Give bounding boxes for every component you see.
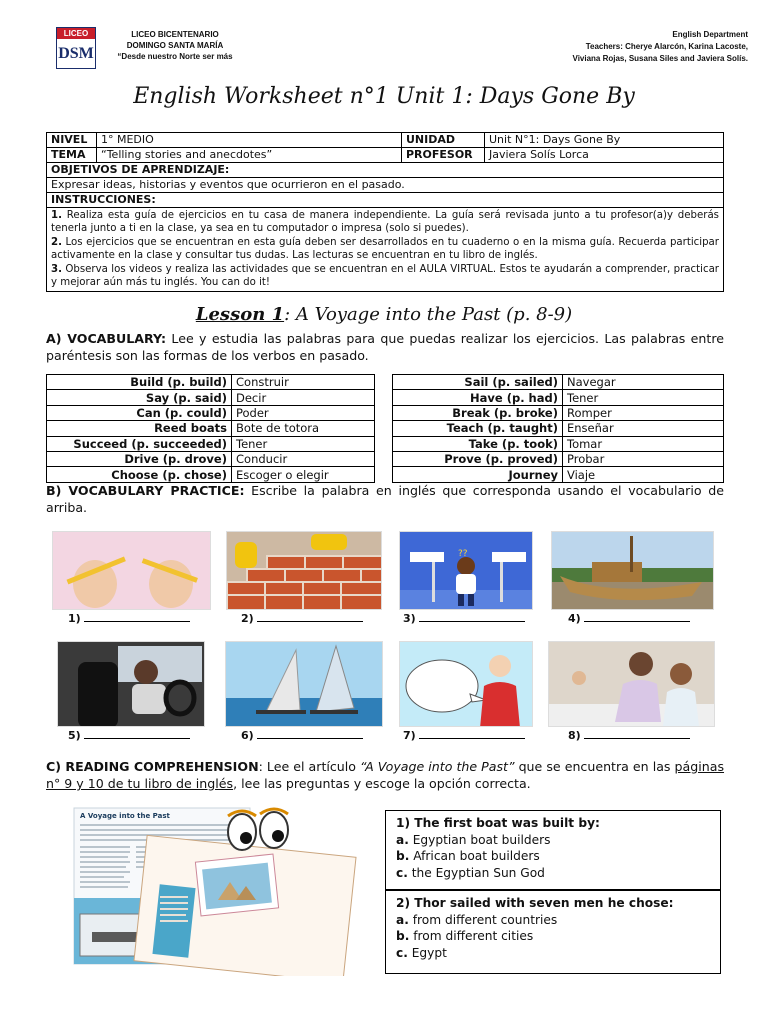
instruction-3-text: Observa los videos y realiza las actividades que se encuentran en el AULA VIRTUAL. Estos te ayudarán a comprender, practicar y mejorar aún más tu inglés. You can do it!: [51, 263, 719, 289]
picture-caption-3: [403, 612, 525, 625]
objectives-label: OBJETIVOS DE APRENDIZAJE:: [51, 163, 230, 176]
answer-line-5[interactable]: [84, 730, 190, 739]
unidad-value: Unit N°1: Days Gone By: [489, 133, 621, 146]
objectives-block: [47, 163, 723, 178]
answer-line-3[interactable]: [419, 613, 525, 622]
vocab-spanish: Tener: [232, 436, 375, 451]
lesson-title: [0, 304, 768, 325]
option-text: Egypt: [407, 945, 447, 960]
table-row: [47, 467, 375, 482]
vocab-english: Drive (p. drove): [47, 451, 232, 466]
option-letter: c.: [396, 945, 408, 960]
section-c-reading: [46, 758, 724, 792]
option-letter: b.: [396, 849, 410, 863]
section-a-vocabulary: [46, 330, 724, 364]
picture-caption-2: [241, 612, 363, 625]
vocab-english: Reed boats: [47, 421, 232, 436]
logo-band: LICEO: [57, 28, 95, 39]
article-image-title: A Voyage into the Past: [80, 812, 170, 820]
tema-label: TEMA: [47, 148, 97, 162]
picture-caption-7: [403, 729, 525, 742]
option-letter: a.: [396, 912, 409, 927]
option-2a[interactable]: [396, 912, 710, 929]
option-1b[interactable]: [396, 848, 710, 865]
vocab-english: Have (p. had): [393, 390, 563, 405]
section-b-heading: B) VOCABULARY PRACTICE:: [46, 483, 245, 498]
option-text: African boat builders: [409, 849, 540, 863]
vocab-english: Prove (p. proved): [393, 451, 563, 466]
table-row: [47, 436, 375, 451]
option-letter: a.: [396, 832, 409, 847]
vocab-english: Choose (p. chose): [47, 467, 232, 482]
school-name-line1: LICEO BICENTENARIO: [131, 30, 219, 39]
caption-number: 7): [403, 729, 416, 742]
vocab-english: Say (p. said): [47, 390, 232, 405]
school-header: [100, 29, 250, 62]
answer-line-7[interactable]: [419, 730, 525, 739]
picture-driving: [57, 641, 205, 727]
table-row: [47, 451, 375, 466]
vocab-english: Build (p. build): [47, 375, 232, 390]
vocab-english: Take (p. took): [393, 436, 563, 451]
option-text: Egyptian boat builders: [408, 832, 551, 847]
department-header: [478, 29, 748, 65]
caption-number: 5): [68, 729, 81, 742]
worksheet-title: English Worksheet n°1 Unit 1: Days Gone By: [133, 84, 635, 109]
section-b-text: Escribe la palabra en inglés que corresponda usando el vocabulario de arriba.: [46, 483, 724, 515]
caption-number: 6): [241, 729, 254, 742]
table-row: [393, 375, 724, 390]
info-table: [46, 132, 724, 292]
option-letter: c.: [396, 865, 408, 880]
instructions-label-block: [47, 193, 723, 208]
book-pages-reference: páginas n° 9 y 10 de tu libro de inglés: [46, 759, 725, 791]
logo-monogram: DSM: [58, 45, 94, 62]
instruction-2-number: 2.: [51, 236, 62, 248]
instructions-label: INSTRUCCIONES:: [51, 193, 156, 206]
nivel-label: NIVEL: [47, 133, 97, 147]
vocab-english: Sail (p. sailed): [393, 375, 563, 390]
tema-value: “Telling stories and anecdotes”: [97, 148, 402, 162]
vocab-spanish: Escoger o elegir: [232, 467, 375, 482]
school-motto: “Desde nuestro Norte ser más: [117, 52, 233, 61]
vocab-spanish: Tomar: [563, 436, 724, 451]
answer-line-1[interactable]: [84, 613, 190, 622]
option-letter: b.: [396, 929, 410, 943]
info-row-tema: [47, 148, 723, 163]
profesor-label: PROFESOR: [402, 148, 485, 162]
section-c-text-1: : Lee el artículo: [258, 759, 361, 774]
question-box-1: [385, 810, 721, 890]
picture-reed-boat: [551, 531, 714, 610]
article-image: [70, 806, 360, 976]
vocab-spanish: Tener: [563, 390, 724, 405]
option-1a[interactable]: [396, 832, 710, 849]
caption-number: 3): [403, 612, 416, 625]
option-text: from different cities: [409, 929, 534, 943]
lesson-subtitle: : A Voyage into the Past (p. 8-9): [284, 304, 573, 325]
table-row: [393, 405, 724, 420]
table-row: [393, 451, 724, 466]
vocab-spanish: Probar: [563, 451, 724, 466]
vocab-spanish: Bote de totora: [232, 421, 375, 436]
vocab-table-right: [392, 374, 724, 483]
answer-line-8[interactable]: [584, 730, 690, 739]
vocab-spanish: Viaje: [563, 467, 724, 482]
instruction-2-text: Los ejercicios que se encuentran en esta guía deben ser desarrollados en tu cuaderno o en la misma guía. Recuerda participar activamente en la clase y consultar tus dudas. Las lecturas se encuentran en tu libro de inglés.: [51, 236, 719, 262]
answer-line-2[interactable]: [257, 613, 363, 622]
table-row: [393, 421, 724, 436]
nivel-value: 1° MEDIO: [97, 133, 402, 147]
unidad-label: UNIDAD: [402, 133, 485, 147]
picture-sailing: [225, 641, 383, 727]
option-text: from different countries: [408, 912, 558, 927]
picture-teaching: [548, 641, 715, 727]
section-a-heading: A) VOCABULARY:: [46, 331, 167, 346]
teachers-line1: Teachers: Cherye Alarcón, Karina Lacoste,: [585, 42, 748, 51]
objectives-text-block: [47, 178, 723, 193]
svg-text:??: ??: [458, 549, 468, 559]
table-row: [393, 390, 724, 405]
picture-caption-8: [568, 729, 690, 742]
lesson-label: Lesson 1: [195, 304, 285, 325]
vocab-english: Succeed (p. succeeded): [47, 436, 232, 451]
question-2: 2) Thor sailed with seven men he chose:: [396, 896, 674, 910]
article-title: “A Voyage into the Past”: [360, 759, 515, 774]
section-c-heading: C) READING COMPREHENSION: [46, 759, 259, 774]
vocab-english: Teach (p. taught): [393, 421, 563, 436]
table-row: [47, 390, 375, 405]
profesor-value: Javiera Solís Lorca: [489, 148, 589, 161]
caption-number: 2): [241, 612, 254, 625]
article-illustration: [70, 806, 360, 976]
option-text: the Egyptian Sun God: [407, 865, 545, 880]
school-logo: [56, 27, 96, 69]
instruction-3: [51, 263, 719, 290]
vocab-spanish: Construir: [232, 375, 375, 390]
school-name-line2: DOMINGO SANTA MARÍA: [126, 41, 224, 50]
table-row: [393, 436, 724, 451]
vocab-spanish: Conducir: [232, 451, 375, 466]
vocab-spanish: Navegar: [563, 375, 724, 390]
teachers-line2: Viviana Rojas, Susana Siles and Javiera Solís.: [572, 54, 748, 63]
table-row: [47, 421, 375, 436]
vocab-table-left: [46, 374, 375, 483]
section-b-practice: [46, 482, 724, 516]
instruction-3-number: 3.: [51, 263, 62, 275]
answer-line-6[interactable]: [257, 730, 363, 739]
vocab-spanish: Decir: [232, 390, 375, 405]
objectives-text: Expresar ideas, historias y eventos que ocurrieron en el pasado.: [51, 178, 405, 191]
department-name: English Department: [672, 30, 748, 39]
instruction-2: [51, 236, 719, 263]
table-row: [47, 405, 375, 420]
option-1c[interactable]: [396, 865, 710, 882]
caption-number: 8): [568, 729, 581, 742]
vocab-english: Journey: [393, 467, 563, 482]
instruction-1: [51, 209, 719, 236]
answer-line-4[interactable]: [584, 613, 690, 622]
vocab-spanish: Poder: [232, 405, 375, 420]
picture-caption-5: [68, 729, 190, 742]
vocab-english: Break (p. broke): [393, 405, 563, 420]
info-row-nivel: [47, 133, 723, 148]
picture-building-wall: [226, 531, 382, 610]
picture-caption-4: [568, 612, 690, 625]
picture-caption-1: [68, 612, 190, 625]
vocab-english: Can (p. could): [47, 405, 232, 420]
instruction-1-text: Realiza esta guía de ejercicios en tu casa de manera independiente. La guía será revisada junto a tu profesor(a)y deberás tenerla junto a ti en la clase, ya sea en tu computador o impresa (solo si puedes).: [51, 210, 719, 235]
section-c-text-2: que se encuentra en las: [514, 759, 675, 774]
picture-speech-bubble: [399, 641, 533, 727]
picture-breaking-pencil: [52, 531, 211, 610]
instruction-1-number: 1.: [51, 210, 62, 221]
caption-number: 1): [68, 612, 81, 625]
picture-caption-6: [241, 729, 363, 742]
instructions-text: [47, 208, 723, 291]
table-row: [393, 467, 724, 482]
section-a-text: Lee y estudia las palabras para que puedas realizar los ejercicios. Las palabras entre paréntesis son las formas de los verbos en pasado.: [46, 331, 724, 363]
question-box-2: [385, 890, 721, 974]
question-1: 1) The first boat was built by:: [396, 816, 600, 830]
option-2b[interactable]: [396, 928, 710, 945]
vocab-spanish: Romper: [563, 405, 724, 420]
caption-number: 4): [568, 612, 581, 625]
vocab-spanish: Enseñar: [563, 421, 724, 436]
table-row: [47, 375, 375, 390]
section-c-text-3: , lee las preguntas y escoge la opción correcta.: [233, 776, 531, 791]
option-2c[interactable]: [396, 945, 710, 962]
picture-decision-signs: [399, 531, 533, 610]
